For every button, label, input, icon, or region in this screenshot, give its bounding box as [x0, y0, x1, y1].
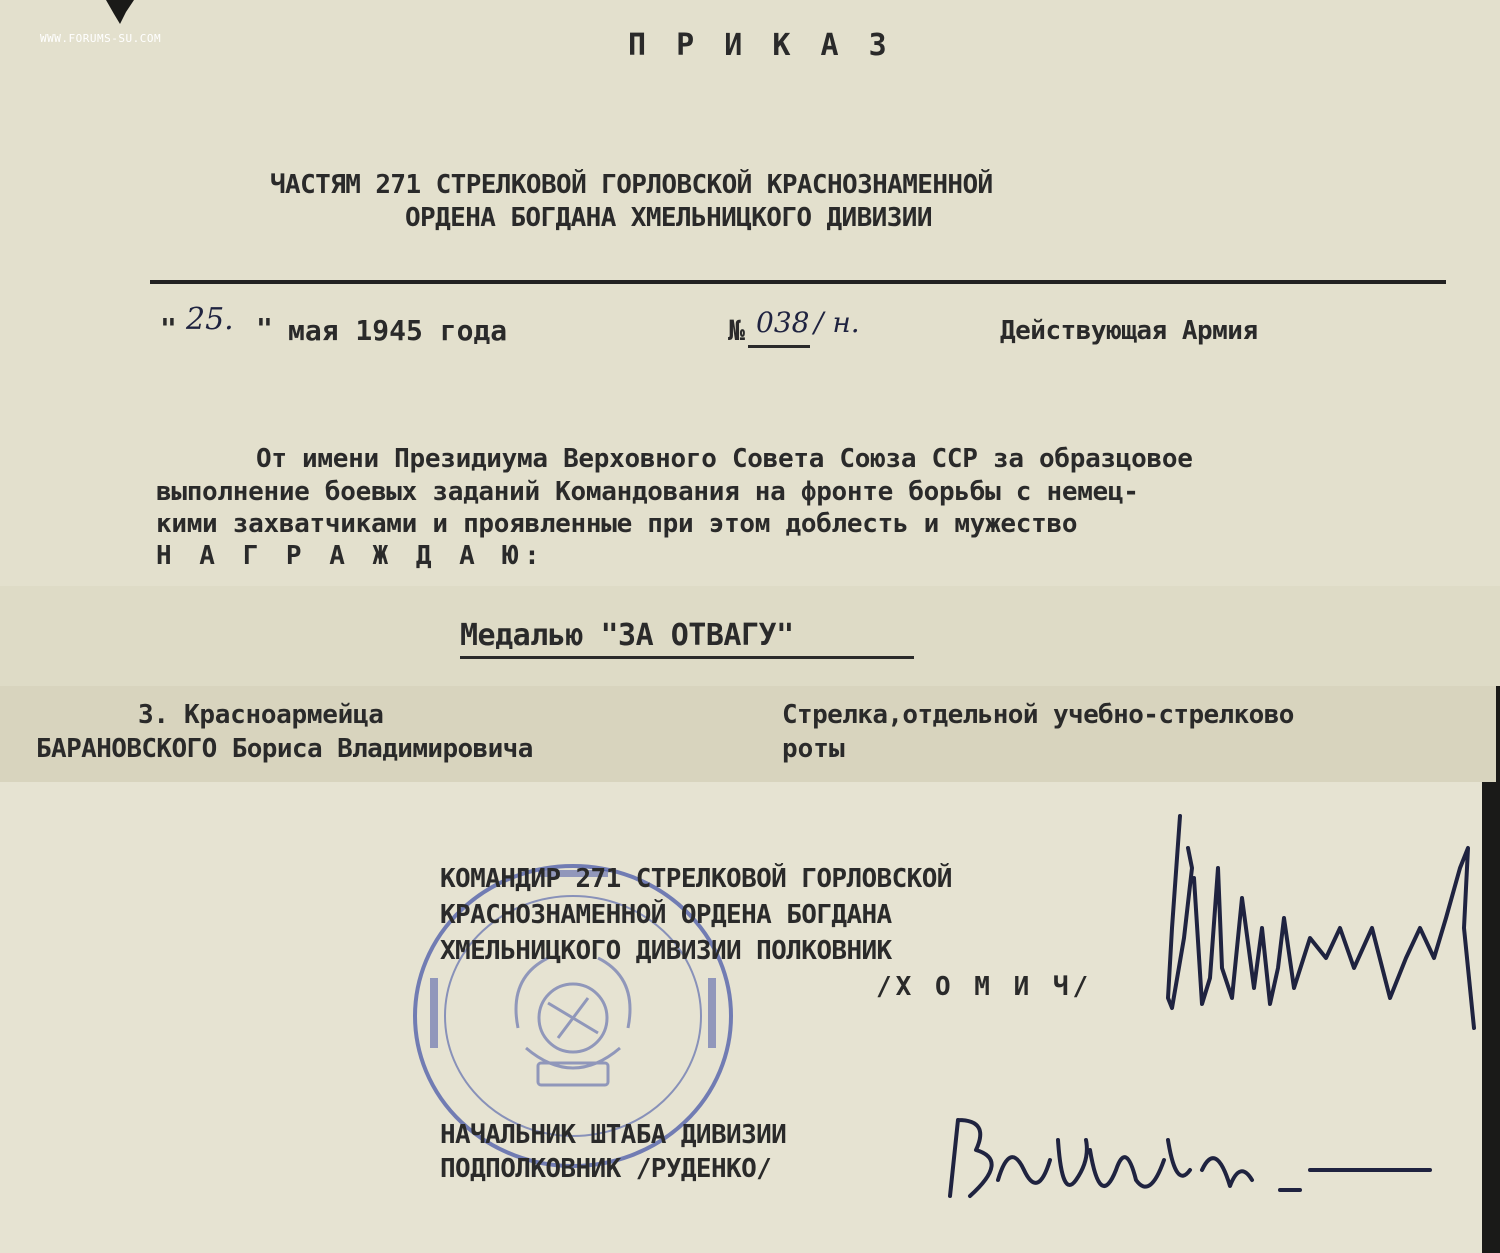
preamble-award-verb: Н А Г Р А Ж Д А Ю:	[156, 541, 546, 571]
preamble-line-3: кими захватчиками и проявленные при этом доблесть и мужество	[156, 509, 1078, 539]
chief-signature-icon	[940, 1100, 1440, 1220]
document-title: П Р И К А З	[628, 28, 893, 63]
punch-hole-icon	[100, 0, 140, 30]
date-month-year: мая 1945 года	[288, 314, 508, 347]
award-title-underline	[460, 656, 914, 659]
date-day: 25.	[186, 302, 234, 337]
commander-signature-icon	[1150, 808, 1480, 1038]
commander-surname: /Х О М И Ч/	[876, 972, 1093, 1002]
date-open-quote: "	[160, 312, 177, 345]
award-title: Медалью "ЗА ОТВАГУ"	[460, 618, 794, 653]
order-number-suffix: / н.	[814, 306, 860, 339]
awardee-name: БАРАНОВСКОГО Бориса Владимировича	[36, 734, 533, 764]
location: Действующая Армия	[1000, 316, 1258, 346]
commander-line-2: КРАСНОЗНАМЕННОЙ ОРДЕНА БОГДАНА	[440, 900, 892, 930]
chief-line-1: НАЧАЛЬНИК ШТАБА ДИВИЗИИ	[440, 1120, 787, 1150]
divider-rule	[150, 280, 1446, 284]
order-number-prefix: №	[728, 314, 745, 347]
preamble-line-2: выполнение боевых заданий Командования на фронте борьбы с немец-	[156, 477, 1139, 507]
heading-line-1: ЧАСТЯМ 271 СТРЕЛКОВОЙ ГОРЛОВСКОЙ КРАСНОЗНАМЕННОЙ	[270, 170, 993, 200]
order-number-underline	[748, 345, 810, 348]
awardee-rank: 3. Красноармейца	[138, 700, 384, 730]
commander-line-1: КОМАНДИР 271 СТРЕЛКОВОЙ ГОРЛОВСКОЙ	[440, 864, 952, 894]
date-close-quote: "	[256, 312, 273, 345]
awardee-position-1: Стрелка,отдельной учебно-стрелково	[782, 700, 1294, 730]
commander-line-3: ХМЕЛЬНИЦКОГО ДИВИЗИИ ПОЛКОВНИК	[440, 936, 892, 966]
preamble-line-1: От имени Президиума Верховного Совета Союза ССР за образцовое	[256, 444, 1193, 474]
awardee-position-2: роты	[782, 734, 845, 764]
chief-line-2: ПОДПОЛКОВНИК /РУДЕНКО/	[440, 1154, 772, 1184]
order-number: 038	[756, 306, 810, 339]
watermark: WWW.FORUMS-SU.COM	[40, 32, 162, 45]
heading-line-2: ОРДЕНА БОГДАНА ХМЕЛЬНИЦКОГО ДИВИЗИИ	[405, 203, 932, 233]
